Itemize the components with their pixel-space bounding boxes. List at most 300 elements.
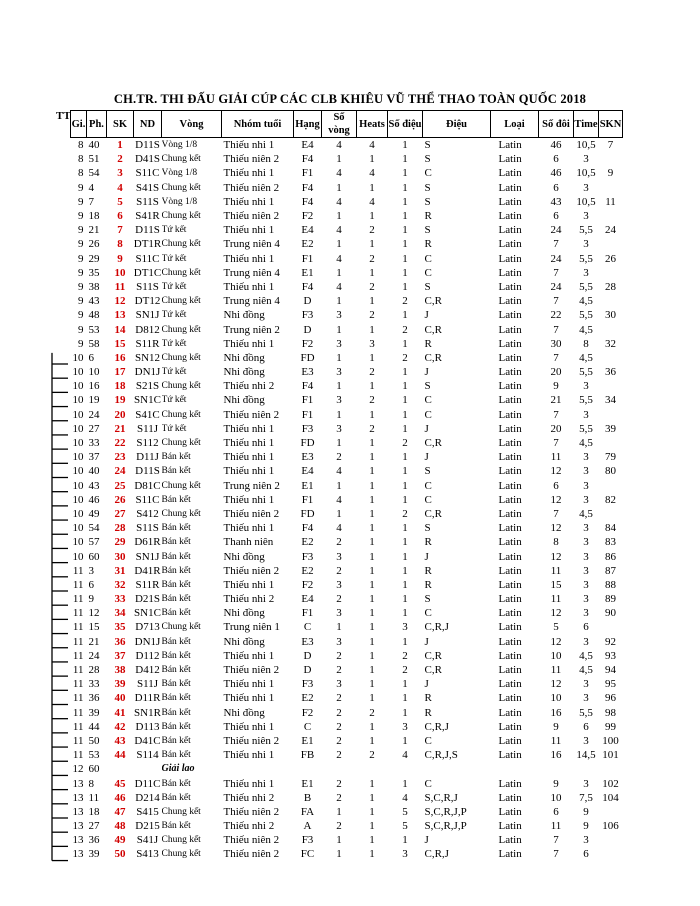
cell-couples: 20	[550, 366, 562, 379]
cell-round: Bán kết	[161, 792, 191, 803]
cell-heats: 1	[369, 834, 375, 847]
cell-hour: 10	[72, 422, 84, 435]
cell-minute: 48	[88, 309, 100, 322]
cell-round: Chung kết	[161, 296, 201, 307]
cell-type: Latin	[498, 465, 522, 478]
cell-dance-count: 1	[402, 280, 408, 293]
cell-type: Latin	[498, 422, 522, 435]
cell-type: Latin	[498, 720, 522, 733]
table-row	[71, 635, 623, 649]
cell-grade: E1	[301, 777, 314, 790]
cell-heats: 1	[369, 692, 375, 705]
cell-next-event	[599, 436, 623, 450]
cell-age-group: Thiếu nhi 1	[223, 437, 275, 450]
table-row	[71, 450, 623, 464]
cell-couples: 7	[553, 266, 559, 279]
cell-hour: 10	[72, 437, 84, 450]
cell-age-group: Thiếu nhi 1	[223, 720, 275, 733]
document-title: CH.TR. THI ĐẤU GIẢI CÚP CÁC CLB KHIÊU VŨ THỂ THAO TOÀN QUỐC 2018	[113, 92, 587, 106]
cell-type: Latin	[498, 295, 522, 308]
cell-hour: 11	[72, 593, 84, 606]
cell-heats: 2	[369, 224, 375, 237]
table-row	[71, 393, 623, 407]
cell-event-code: D41R	[134, 564, 161, 577]
cell-type: Latin	[498, 451, 522, 464]
cell-type: Latin	[498, 181, 522, 194]
cell-dances: C,R	[424, 437, 442, 450]
cell-dances: C	[424, 493, 432, 506]
cell-heats: 2	[369, 280, 375, 293]
cell-age-group: Thiếu nhi 1	[223, 678, 275, 691]
cell-round: Vòng 1/8	[161, 168, 198, 179]
cell-hour: 9	[78, 323, 84, 336]
cell-dance-count: 1	[402, 706, 408, 719]
cell-dances: C	[424, 167, 432, 180]
cell-grade: F4	[301, 522, 314, 535]
cell-dances: C	[424, 479, 432, 492]
cell-event-number: 40	[114, 692, 126, 705]
cell-next-event	[599, 209, 623, 223]
table-row	[71, 337, 623, 351]
cell-minute: 49	[88, 507, 100, 520]
cell-dances: C,R	[424, 649, 442, 662]
cell-heats: 3	[369, 337, 375, 350]
cell-event-code: D11S	[135, 465, 160, 478]
cell-event-code: D41S	[134, 153, 161, 166]
cell-event-number: 34	[114, 607, 126, 620]
cell-round: Tứ kết	[161, 281, 187, 292]
cell-next-event: 102	[602, 777, 619, 790]
cell-round: Tứ kết	[161, 225, 187, 236]
cell-minute: 10	[88, 366, 100, 379]
table-row	[71, 408, 623, 422]
cell-dances: R	[424, 692, 432, 705]
table-row	[71, 663, 623, 677]
cell-event-number: 20	[114, 408, 126, 421]
cell-round: Chung kết	[161, 409, 201, 420]
table-row	[71, 152, 623, 166]
cell-rounds-count: 1	[336, 181, 342, 194]
cell-dance-count: 1	[402, 479, 408, 492]
cell-couples: 24	[550, 280, 562, 293]
cell-event-code: SN1R	[134, 706, 161, 719]
header-hour: Gi.	[71, 111, 87, 138]
table-row	[71, 507, 623, 521]
cell-grade: F2	[301, 337, 314, 350]
cell-event-code: SN1J	[135, 550, 160, 563]
cell-heats: 1	[369, 210, 375, 223]
cell-time: 3	[583, 578, 589, 591]
cell-event-code: S41S	[135, 181, 160, 194]
cell-event-code: DT1C	[133, 266, 162, 279]
cell-dances: R	[424, 536, 432, 549]
cell-type: Latin	[498, 167, 522, 180]
table-row	[71, 521, 623, 535]
cell-next-event	[599, 266, 623, 280]
cell-couples: 46	[550, 139, 562, 152]
cell-dances: S	[424, 181, 431, 194]
cell-dances: J	[424, 366, 429, 379]
cell-event-number: 16	[114, 351, 126, 364]
cell-type: Latin	[498, 280, 522, 293]
table-row	[71, 691, 623, 705]
cell-event-number	[107, 762, 134, 776]
cell-event-code: S11C	[135, 493, 160, 506]
cell-round: Bán kết	[161, 494, 191, 505]
cell-heats: 1	[369, 493, 375, 506]
cell-type: Latin	[498, 195, 522, 208]
cell-event-number: 3	[117, 167, 123, 180]
cell-next-event: 28	[605, 280, 616, 293]
cell-rounds-count: 4	[336, 522, 342, 535]
cell-dances: C,R,J	[424, 720, 449, 733]
cell-hour: 10	[72, 394, 84, 407]
table-row	[71, 734, 623, 748]
cell-round: Chung kết	[161, 211, 201, 222]
cell-round: Bán kết	[161, 693, 191, 704]
cell-heats: 1	[369, 777, 375, 790]
cell-event-number: 15	[114, 337, 126, 350]
cell-heats: 2	[369, 706, 375, 719]
cell-event-code: S114	[136, 749, 159, 762]
table-row	[71, 479, 623, 493]
cell-heats: 4	[369, 195, 375, 208]
cell-dance-count: 5	[402, 805, 408, 818]
cell-hour: 11	[72, 607, 84, 620]
cell-type	[491, 762, 539, 776]
cell-age-group: Thiếu niên 2	[223, 734, 280, 747]
cell-next-event: 82	[605, 493, 616, 506]
table-body	[71, 138, 623, 862]
cell-dance-count: 1	[402, 309, 408, 322]
cell-age-group: Thiếu nhi 1	[223, 649, 275, 662]
cell-grade: C	[303, 621, 312, 634]
cell-event-code: S11J	[137, 422, 158, 435]
cell-dances: S	[424, 465, 431, 478]
cell-minute: 33	[88, 437, 100, 450]
cell-next-event: 87	[605, 564, 616, 577]
cell-age-group: Thiếu niên 2	[223, 210, 280, 223]
cell-next-event	[599, 408, 623, 422]
table-row	[71, 748, 623, 762]
cell-minute: 53	[88, 323, 100, 336]
cell-couples: 12	[550, 678, 562, 691]
cell-type: Latin	[498, 635, 522, 648]
cell-hour: 10	[72, 522, 84, 535]
cell-event-code: D812	[135, 323, 160, 336]
cell-grade: F4	[301, 181, 314, 194]
cell-dances: C	[424, 394, 432, 407]
cell-type: Latin	[498, 394, 522, 407]
cell-next-event: 24	[605, 224, 616, 237]
cell-dances: C	[424, 252, 432, 265]
cell-next-event: 99	[605, 720, 616, 733]
cell-time: 3	[583, 210, 589, 223]
table-row	[71, 252, 623, 266]
cell-couples: 12	[550, 635, 562, 648]
cell-heats: 4	[369, 139, 375, 152]
cell-hour: 9	[78, 195, 84, 208]
cell-grade: E2	[301, 692, 314, 705]
cell-time: 3	[583, 678, 589, 691]
cell-couples: 12	[550, 607, 562, 620]
table-row	[71, 351, 623, 365]
cell-dance-count: 2	[402, 507, 408, 520]
cell-event-number: 30	[114, 550, 126, 563]
cell-hour: 9	[78, 238, 84, 251]
cell-minute: 43	[88, 295, 100, 308]
cell-grade: E1	[301, 266, 314, 279]
cell-couples: 11	[550, 593, 562, 606]
header-dance-count: Số điệu	[388, 111, 423, 138]
header-grade: Hạng	[294, 111, 322, 138]
cell-hour: 9	[78, 295, 84, 308]
cell-minute: 24	[88, 649, 100, 662]
cell-event-code: SN12	[134, 351, 161, 364]
header-time: Time	[574, 111, 599, 138]
cell-grade: E3	[301, 451, 314, 464]
cell-heats: 2	[369, 366, 375, 379]
header-round: Vòng	[162, 111, 222, 138]
cell-age-group: Trung niên 2	[223, 479, 280, 492]
cell-dance-count	[388, 762, 423, 776]
cell-heats: 1	[369, 465, 375, 478]
cell-rounds-count: 1	[336, 210, 342, 223]
cell-dances: S	[424, 280, 431, 293]
cell-time: 6	[583, 848, 589, 861]
cell-grade: C	[303, 720, 312, 733]
cell-round: Bán kết	[161, 594, 191, 605]
cell-hour: 11	[72, 706, 84, 719]
cell-age-group: Thiếu niên 2	[223, 181, 280, 194]
cell-event-number: 36	[114, 635, 126, 648]
cell-hour: 11	[72, 664, 84, 677]
cell-type: Latin	[498, 210, 522, 223]
cell-hour: 13	[72, 777, 84, 790]
cell-grade: F2	[301, 210, 314, 223]
cell-age-group: Thiếu nhi 1	[223, 749, 275, 762]
cell-minute: 26	[88, 238, 100, 251]
cell-minute: 39	[88, 706, 100, 719]
cell-dances: J	[424, 309, 429, 322]
cell-rounds-count: 1	[336, 408, 342, 421]
cell-round: Tứ kết	[161, 395, 187, 406]
cell-grade: F1	[301, 493, 314, 506]
cell-event-code: D41C	[134, 734, 161, 747]
cell-event-code: D11C	[134, 777, 161, 790]
table-row	[71, 223, 623, 237]
cell-type: Latin	[498, 848, 522, 861]
cell-couples: 7	[553, 408, 559, 421]
cell-hour: 11	[72, 692, 84, 705]
cell-time: 14,5	[576, 749, 596, 762]
cell-grade: FD	[300, 437, 315, 450]
cell-dance-count: 1	[402, 380, 408, 393]
cell-dance-count: 1	[402, 607, 408, 620]
cell-age-group: Thiếu nhi 1	[223, 337, 275, 350]
cell-grade: E4	[301, 224, 314, 237]
cell-age-group: Nhi đồng	[223, 635, 265, 648]
cell-minute: 27	[88, 422, 100, 435]
cell-event-code: SN1C	[134, 394, 161, 407]
cell-couples: 7	[553, 507, 559, 520]
cell-next-event: 88	[605, 578, 616, 591]
cell-event-code: D713	[135, 621, 160, 634]
cell-couples: 10	[550, 649, 562, 662]
cell-dance-count: 2	[402, 649, 408, 662]
cell-next-event	[599, 181, 623, 195]
cell-rounds-count: 1	[336, 295, 342, 308]
cell-heats: 1	[369, 323, 375, 336]
cell-hour: 8	[78, 167, 84, 180]
cell-grade: F1	[301, 394, 314, 407]
cell-dance-count: 1	[402, 224, 408, 237]
cell-event-number: 14	[114, 323, 126, 336]
cell-event-number: 45	[114, 777, 126, 790]
cell-age-group: Thiếu niên 2	[223, 834, 280, 847]
cell-event-number: 32	[114, 578, 126, 591]
cell-age-group	[222, 762, 294, 776]
cell-heats: 2	[369, 252, 375, 265]
cell-next-event: 92	[605, 635, 616, 648]
cell-grade: F1	[301, 408, 314, 421]
cell-dance-count: 1	[402, 734, 408, 747]
table-row	[71, 776, 623, 790]
cell-round: Tứ kết	[161, 423, 187, 434]
table-row	[71, 294, 623, 308]
cell-event-code: S41C	[135, 408, 160, 421]
cell-hour: 9	[78, 266, 84, 279]
cell-type: Latin	[498, 238, 522, 251]
cell-dances: J	[424, 550, 429, 563]
cell-next-event	[599, 479, 623, 493]
cell-round: Bán kết	[161, 750, 191, 761]
cell-dances: C,R	[424, 507, 442, 520]
cell-couples: 7	[553, 323, 559, 336]
cell-heats: 1	[369, 266, 375, 279]
cell-minute: 29	[88, 252, 100, 265]
header-next-event: SKN	[599, 111, 623, 138]
cell-minute: 21	[88, 224, 100, 237]
cell-hour: 11	[72, 720, 84, 733]
cell-heats: 1	[369, 607, 375, 620]
cell-round: Bán kết	[161, 466, 191, 477]
cell-dance-count: 1	[402, 834, 408, 847]
cell-age-group: Thiếu nhi 1	[223, 465, 275, 478]
cell-heats: 1	[369, 593, 375, 606]
cell-couples: 6	[553, 153, 559, 166]
cell-dance-count: 1	[402, 266, 408, 279]
cell-dance-count: 1	[402, 252, 408, 265]
cell-grade: F4	[301, 195, 314, 208]
cell-event-number: 50	[114, 848, 126, 861]
cell-couples: 6	[553, 210, 559, 223]
table-row	[71, 564, 623, 578]
cell-minute: 58	[88, 337, 100, 350]
cell-next-event	[599, 294, 623, 308]
cell-dance-count: 1	[402, 195, 408, 208]
cell-next-event: 96	[605, 692, 616, 705]
cell-time: 9	[583, 805, 589, 818]
cell-heats: 1	[369, 408, 375, 421]
cell-event-number: 21	[114, 422, 126, 435]
cell-grade: F4	[301, 280, 314, 293]
cell-dance-count: 2	[402, 437, 408, 450]
cell-next-event	[599, 379, 623, 393]
cell-hour: 13	[72, 834, 84, 847]
cell-dances: C	[424, 734, 432, 747]
cell-type: Latin	[498, 805, 522, 818]
cell-hour: 10	[72, 408, 84, 421]
cell-time: 3	[583, 834, 589, 847]
cell-round: Bán kết	[161, 523, 191, 534]
cell-heats: 1	[369, 621, 375, 634]
cell-age-group: Thiếu nhi 1	[223, 195, 275, 208]
cell-heats: 1	[369, 550, 375, 563]
cell-rounds-count: 4	[336, 224, 342, 237]
cell-hour: 10	[72, 479, 84, 492]
cell-event-number: 47	[114, 805, 126, 818]
cell-couples: 21	[550, 394, 562, 407]
header-couples: Số đôi	[539, 111, 574, 138]
cell-event-code: D112	[135, 649, 160, 662]
cell-age-group: Thiếu nhi 1	[223, 777, 275, 790]
cell-heats: 1	[369, 451, 375, 464]
cell-round: Bán kết	[161, 821, 191, 832]
cell-age-group: Thiếu nhi 1	[223, 692, 275, 705]
cell-heats: 1	[369, 791, 375, 804]
cell-dance-count: 1	[402, 578, 408, 591]
cell-couples: 15	[550, 578, 562, 591]
cell-round: Tứ kết	[161, 253, 187, 264]
cell-event-number: 35	[114, 621, 126, 634]
cell-hour: 10	[72, 465, 84, 478]
cell-age-group: Thiếu niên 2	[223, 408, 280, 421]
cell-time: 3	[583, 408, 589, 421]
cell-time: 5,5	[579, 366, 593, 379]
cell-couples: 9	[553, 777, 559, 790]
cell-round: Chung kết	[161, 381, 201, 392]
cell-time: 5,5	[579, 224, 593, 237]
cell-event-number: 46	[114, 791, 126, 804]
cell-event-code: S415	[136, 805, 159, 818]
cell-couples: 8	[553, 536, 559, 549]
cell-hour: 10	[72, 507, 84, 520]
cell-event-number: 5	[117, 195, 123, 208]
cell-next-event: 83	[605, 536, 616, 549]
cell-time: 3	[583, 266, 589, 279]
cell-type: Latin	[498, 479, 522, 492]
cell-age-group: Thiếu nhi 1	[223, 522, 275, 535]
tt-column-label: TT	[56, 110, 71, 122]
cell-next-event: 86	[605, 550, 616, 563]
cell-grade: F3	[301, 550, 314, 563]
cell-age-group: Trung niên 4	[223, 266, 280, 279]
cell-round: Chung kết	[161, 806, 201, 817]
cell-heats: 1	[369, 536, 375, 549]
table-row	[71, 322, 623, 336]
cell-next-event: 11	[605, 195, 616, 208]
cell-couples: 9	[553, 380, 559, 393]
cell-type: Latin	[498, 309, 522, 322]
cell-next-event: 7	[607, 139, 614, 152]
cell-event-number: 12	[114, 295, 126, 308]
cell-dances: C,R	[424, 295, 442, 308]
cell-rounds-count: 2	[336, 749, 342, 762]
cell-round: Bán kết	[161, 608, 191, 619]
cell-dances: S	[424, 153, 431, 166]
table-row	[71, 649, 623, 663]
